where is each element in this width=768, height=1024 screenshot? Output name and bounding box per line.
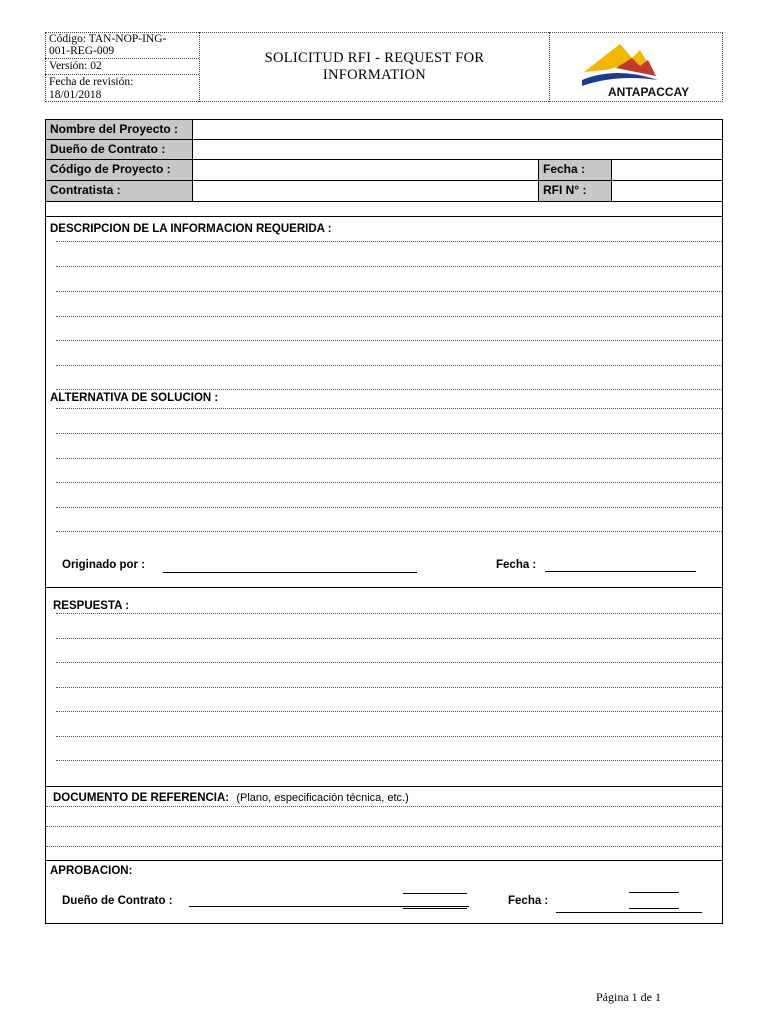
approval-section [45,860,723,924]
date-label: Fecha : [538,159,612,181]
writing-line[interactable] [56,458,722,459]
writing-line[interactable] [56,408,722,409]
header-meta-box [45,32,200,102]
approval-heading: APROBACION: [50,865,133,877]
contract-owner-field[interactable] [192,139,723,160]
approval-date-line[interactable] [556,912,702,913]
writing-line[interactable] [56,687,722,688]
writing-line[interactable] [56,340,722,341]
approval-owner-label: Dueño de Contrato : [62,895,173,907]
rfi-number-field[interactable] [611,180,723,202]
contract-owner-label: Dueño de Contrato : [45,139,193,160]
approval-owner-mark-line [403,893,467,894]
writing-line[interactable] [56,291,722,292]
response-heading: RESPUESTA : [53,600,130,612]
reference-heading: DOCUMENTO DE REFERENCIA: [53,792,230,804]
doc-code-line2: 001-REG-009 [49,45,115,57]
originated-date-line[interactable] [545,571,696,572]
project-code-field[interactable] [192,159,539,181]
alternative-heading: ALTERNATIVA DE SOLUCION : [50,392,219,404]
title-line1: SOLICITUD RFI - REQUEST FOR [264,50,485,66]
revision-label: Fecha de revisión: [49,76,134,88]
writing-line[interactable] [56,736,722,737]
logo-box [549,32,723,102]
writing-line[interactable] [56,365,722,366]
description-heading: DESCRIPCION DE LA INFORMACION REQUERIDA : [50,223,332,235]
writing-line[interactable] [56,613,722,614]
divider [45,74,199,75]
writing-line[interactable] [56,482,722,483]
project-name-field[interactable] [192,119,723,140]
writing-line[interactable] [46,846,722,847]
page-number: Página 1 de 1 [596,990,661,1004]
divider [45,58,199,59]
originated-date-label: Fecha : [496,559,537,571]
approval-date-label: Fecha : [508,895,549,907]
writing-line[interactable] [56,638,722,639]
rfi-number-label: RFI N° : [538,180,612,202]
contractor-field[interactable] [192,180,539,202]
revision-date: 18/01/2018 [49,89,102,101]
writing-line[interactable] [56,711,722,712]
writing-line[interactable] [56,507,722,508]
contractor-label: Contratista : [45,180,193,202]
doc-version: Versión: 02 [49,60,102,72]
writing-line[interactable] [46,806,722,807]
project-code-label: Código de Proyecto : [45,159,193,181]
reference-heading-row [53,792,409,804]
writing-line[interactable] [56,266,722,267]
writing-line[interactable] [56,316,722,317]
approval-date-mark-line [629,892,679,893]
title-line2: INFORMATION [322,67,427,83]
originated-by-signature-line[interactable] [163,572,417,573]
writing-line[interactable] [56,531,722,532]
approval-owner-signature-line[interactable] [189,906,469,907]
approval-date-mark-line [629,908,679,909]
date-field[interactable] [611,159,723,181]
reference-hint: (Plano, especificación técnica, etc.) [236,792,409,804]
document-title [200,50,549,84]
originated-by-label: Originado por : [62,559,146,571]
writing-line[interactable] [56,241,722,242]
approval-owner-mark-line [403,908,467,909]
project-name-label: Nombre del Proyecto : [45,119,193,140]
logo-text: ANTAPACCAY [608,85,690,99]
writing-line[interactable] [56,662,722,663]
writing-line[interactable] [56,760,722,761]
doc-code-line1: Código: TAN-NOP-ING- [49,33,167,45]
writing-line[interactable] [56,433,722,434]
writing-line[interactable] [46,826,722,827]
spacer-row [45,201,723,217]
writing-line[interactable] [56,389,722,390]
antapaccay-logo [576,36,706,100]
